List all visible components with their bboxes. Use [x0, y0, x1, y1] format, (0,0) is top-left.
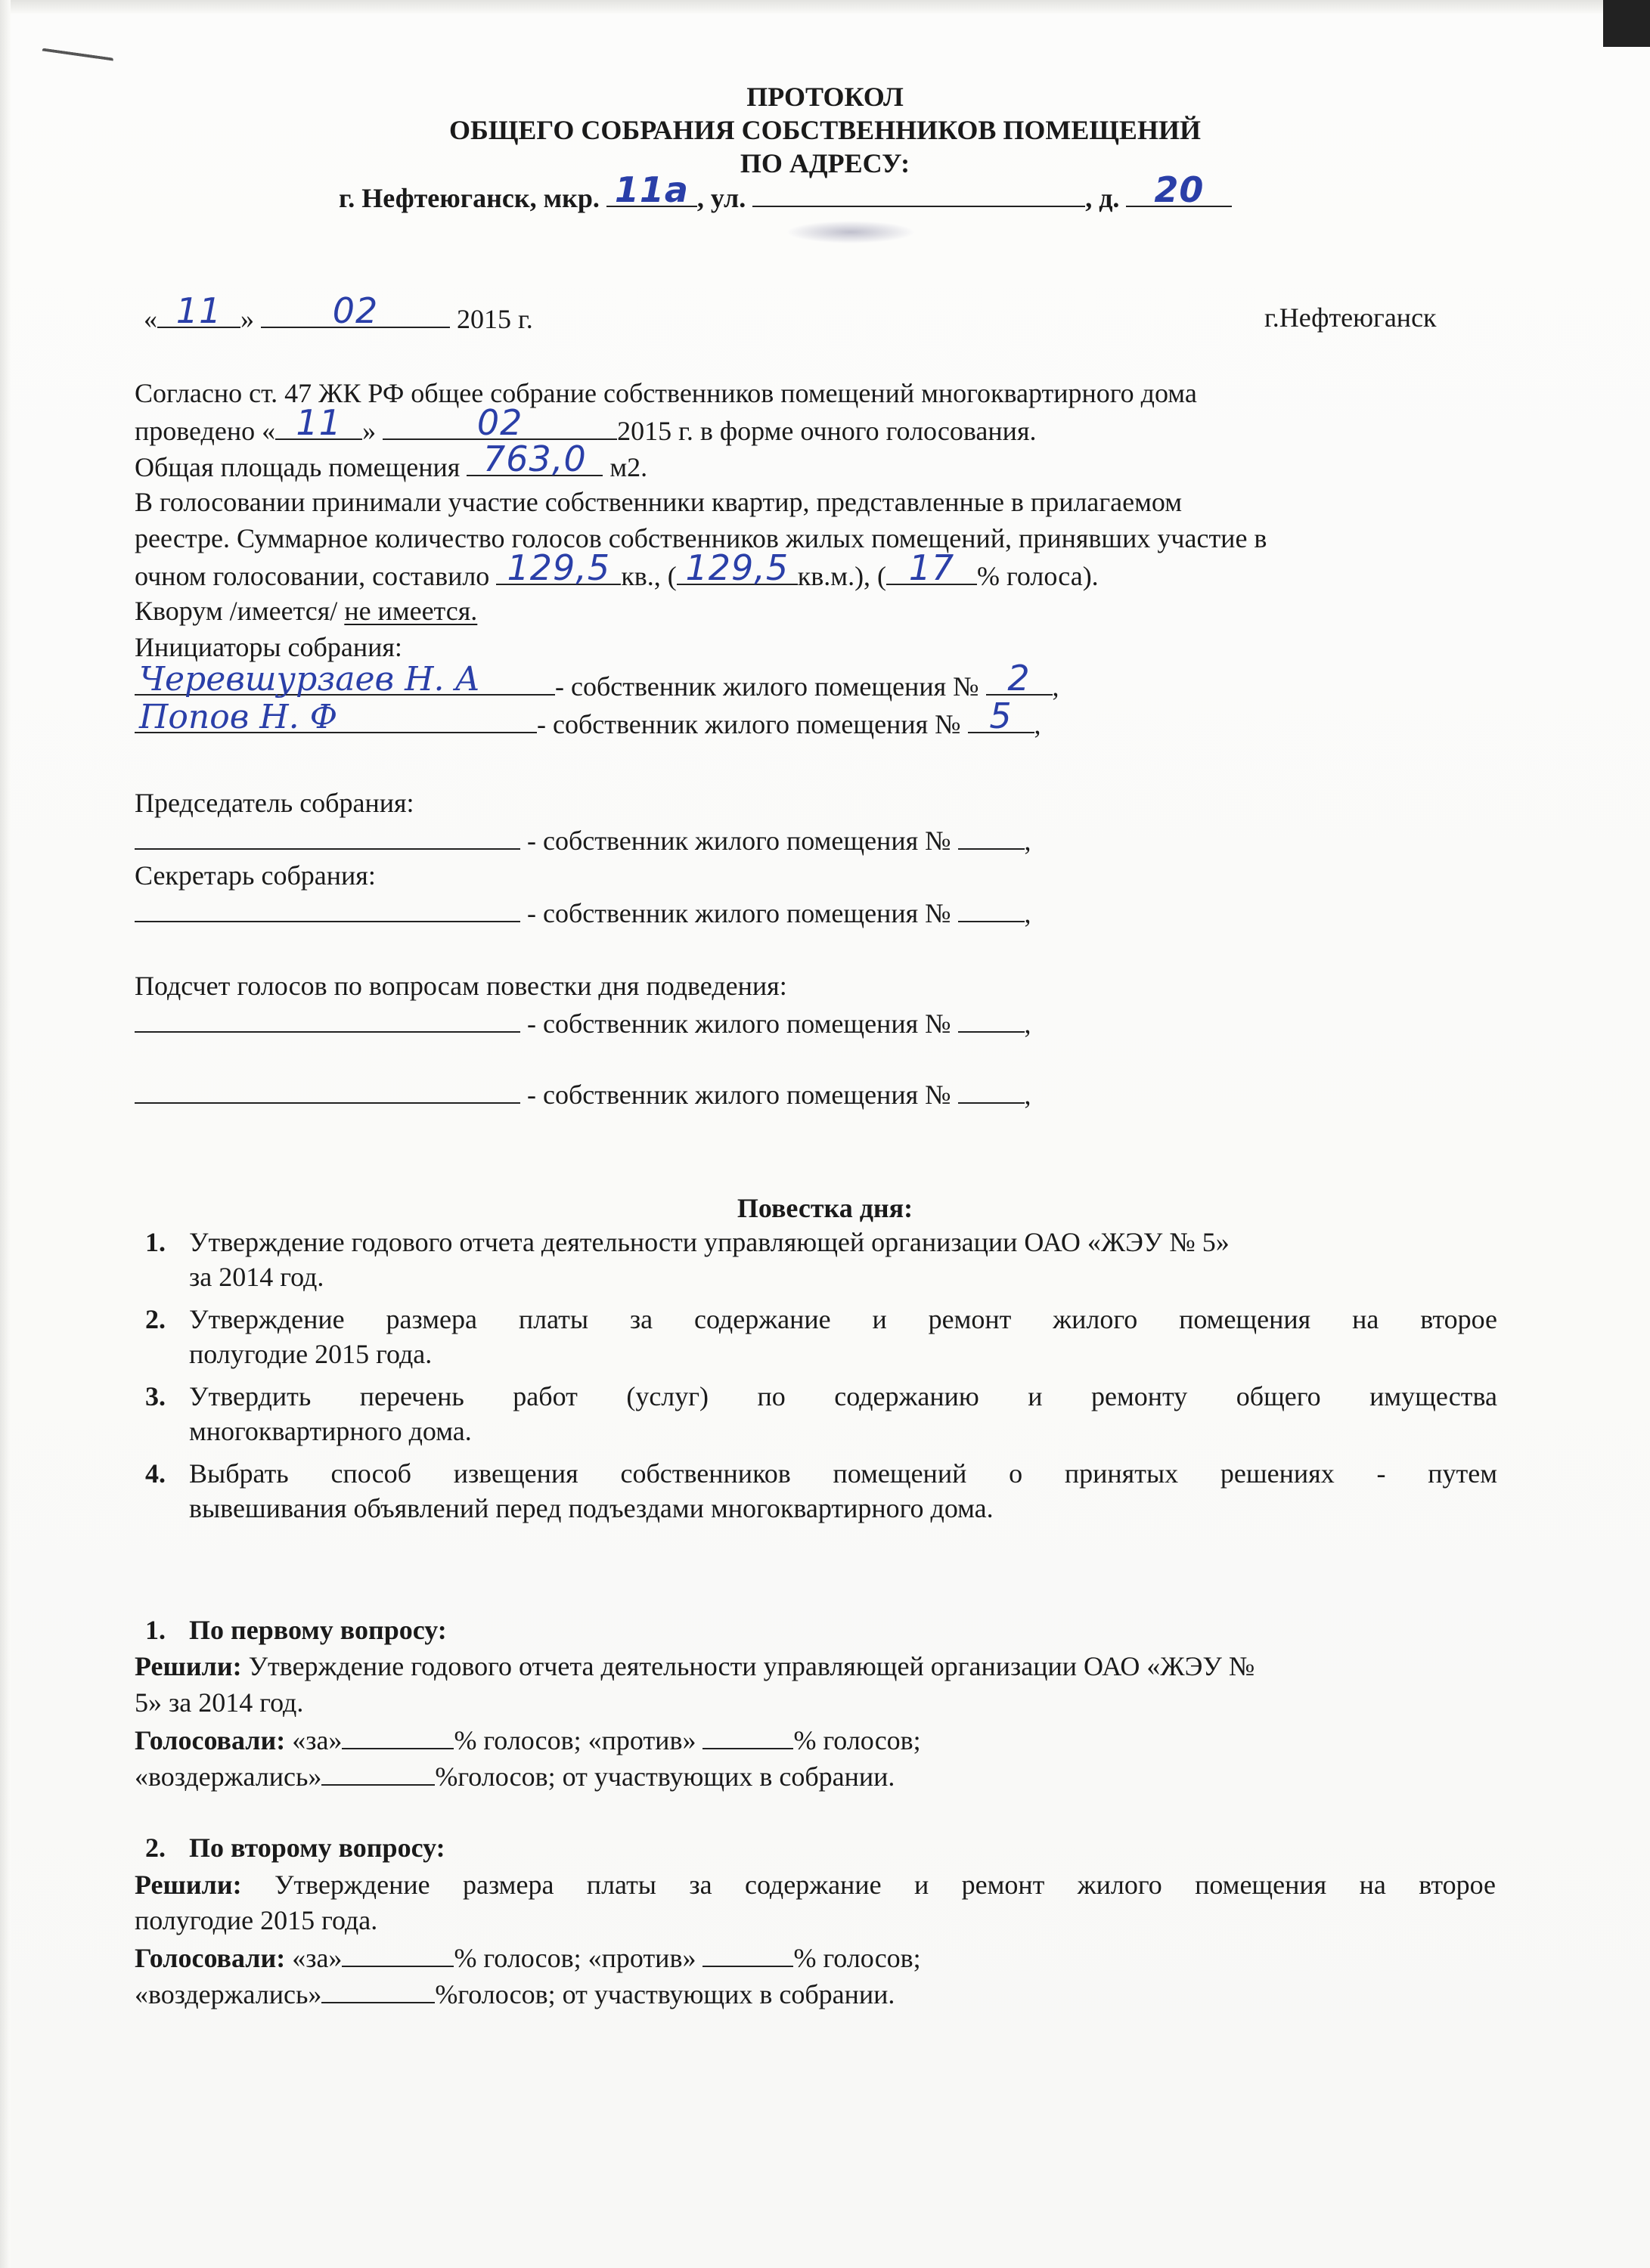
date-line: [144, 290, 533, 336]
agenda-title: Повестка дня:: [737, 1193, 913, 1223]
votes-kvm-handwritten: 129,5: [685, 547, 789, 588]
counting-owner-text-1: - собственник жилого помещения №: [527, 1009, 951, 1039]
initiators-label: Инициаторы собрания:: [135, 632, 402, 662]
question-1-abstain-suffix: %голосов; от участвующих в собрании.: [435, 1761, 895, 1792]
agenda-item-4-line-1: Выбрать способ извещения собственников помещений о принятых решениях - путем: [189, 1458, 1497, 1489]
initiator-apartment-field-1: [986, 658, 1053, 699]
question-2-voted-line: [135, 1940, 921, 1975]
votes-kv-field: [496, 547, 621, 588]
agenda-item-2: [145, 1302, 1497, 1371]
date-month-handwritten: 02: [332, 290, 379, 331]
address-line: [339, 169, 1232, 215]
held-month-field: [383, 402, 617, 443]
question-2-abstain-label: «воздержались»: [135, 1979, 322, 2009]
area-line: [135, 438, 648, 484]
question-1-abstain-field: [321, 1758, 435, 1786]
question-1-for-field: [342, 1722, 454, 1749]
secretary-row: - собственник жилого помещения № ,: [135, 895, 1031, 930]
question-2-abstain-suffix: %голосов; от участвующих в собрании.: [435, 1979, 895, 2009]
votes-percent-handwritten: 17: [908, 547, 955, 588]
area-handwritten: 763,0: [483, 438, 587, 479]
votes-percent-field: [886, 547, 977, 588]
question-2-for-field: [342, 1940, 454, 1967]
street-label: , ул.: [696, 183, 746, 213]
area-unit: м2.: [609, 452, 648, 482]
question-1-decided-line-2: 5» за 2014 год.: [135, 1687, 304, 1718]
intro-line-1: Согласно ст. 47 ЖК РФ общее собрание собственников помещений многоквартирного дома: [135, 378, 1197, 408]
question-1-against-suffix: % голосов;: [793, 1725, 921, 1755]
agenda-item-4: [145, 1456, 1497, 1526]
counting-apartment-field-1: [958, 1005, 1025, 1033]
question-1-abstain-label: «воздержались»: [135, 1761, 322, 1792]
scan-edge-top: [0, 0, 1650, 14]
held-mid: »: [362, 416, 377, 446]
chairman-owner-text: - собственник жилого помещения №: [527, 826, 951, 856]
held-day-handwritten: 11: [296, 402, 342, 443]
percent-label: % голоса).: [977, 561, 1099, 591]
date-city: г.Нефтеюганск: [1264, 302, 1437, 333]
secretary-label: Секретарь собрания:: [135, 860, 376, 891]
counting-label: Подсчет голосов по вопросам повестки дня подведения:: [135, 971, 787, 1001]
voting-line-3-prefix: очном голосовании, составило: [135, 561, 490, 591]
kvm-label: кв.м.), (: [797, 561, 887, 591]
initiator-name-1-handwritten: Черевшурзаев Н. А: [139, 660, 480, 699]
question-2-abstain-line: [135, 1976, 895, 2011]
question-1-against-label: % голосов; «против»: [454, 1725, 703, 1755]
question-1-voted-label: Голосовали:: [135, 1725, 286, 1755]
question-2-decided-line-2: полугодие 2015 года.: [135, 1905, 378, 1935]
chairman-label: Председатель собрания:: [135, 788, 414, 818]
agenda-item-1-line-1: Утверждение годового отчета деятельности управляющей организации ОАО «ЖЭУ № 5»: [189, 1227, 1230, 1257]
votes-kvm-field: [677, 547, 798, 588]
held-suffix: 2015 г. в форме очного голосования.: [617, 416, 1037, 446]
question-1-against-field: [702, 1722, 793, 1749]
chairman-apartment-field: [958, 823, 1025, 850]
date-day-handwritten: 11: [175, 290, 222, 331]
district-handwritten: 11а: [614, 169, 689, 210]
counting-row-2: - собственник жилого помещения № ,: [135, 1077, 1031, 1111]
scan-edge-left: [0, 0, 11, 2268]
kv-label: кв., (: [621, 561, 677, 591]
agenda-item-3-number: 3.: [145, 1381, 166, 1411]
question-1-decided-label: Решили:: [135, 1651, 242, 1681]
quorum-prefix: Кворум /имеется/: [135, 596, 338, 626]
question-1-decided-text: Утверждение годового отчета деятельности управляющей организации ОАО «ЖЭУ №: [241, 1651, 1255, 1681]
question-1-for-label: «за»: [285, 1725, 343, 1755]
counting-name-field-2: [135, 1077, 520, 1104]
held-day-field: [275, 402, 362, 443]
document-title: ПРОТОКОЛ: [746, 82, 904, 112]
question-1-voted-line: [135, 1722, 921, 1757]
area-label: Общая площадь помещения: [135, 452, 461, 482]
voting-line-3: [135, 547, 1099, 593]
agenda-item-3-line-1: Утвердить перечень работ (услуг) по содержанию и ремонту общего имущества: [189, 1381, 1497, 1411]
ink-smudge: [786, 221, 915, 243]
agenda-item-1: [145, 1225, 1497, 1294]
question-2-against-label: % голосов; «против»: [454, 1943, 703, 1973]
question-2-decided-label: Решили:: [135, 1870, 242, 1900]
initiator-apartment-1-handwritten: 2: [1007, 658, 1031, 699]
question-2-decided-text: Утверждение размера платы за содержание и ремонт жилого помещения на второе: [241, 1870, 1496, 1900]
question-2-title: По второму вопросу:: [189, 1833, 445, 1863]
date-open-quote: «: [144, 304, 157, 334]
initiator-apartment-2-handwritten: 5: [989, 696, 1013, 736]
agenda-item-3: [145, 1379, 1497, 1448]
initiator-row-2: Попов Н. Ф - собственник жилого помещения № 5 ,: [135, 706, 1041, 741]
initiator-apartment-field-2: [968, 696, 1034, 736]
question-2-abstain-field: [321, 1976, 435, 2003]
question-2-decided-line-1: [135, 1867, 1496, 1902]
secretary-name-field: [135, 895, 520, 922]
question-2-against-suffix: % голосов;: [793, 1943, 921, 1973]
district-field: [606, 169, 697, 210]
initiator-owner-text-2: - собственник жилого помещения №: [537, 709, 961, 739]
secretary-owner-text: - собственник жилого помещения №: [527, 898, 951, 928]
agenda-item-2-line-1: Утверждение размера платы за содержание и ремонт жилого помещения на второе: [189, 1304, 1497, 1334]
secretary-apartment-field: [958, 895, 1025, 922]
document-subtitle: ОБЩЕГО СОБРАНИЯ СОБСТВЕННИКОВ ПОМЕЩЕНИЙ: [449, 115, 1201, 145]
house-handwritten: 20: [1154, 169, 1205, 210]
counting-apartment-field-2: [958, 1077, 1025, 1104]
date-day-field: [157, 290, 240, 331]
agenda-item-3-line-2: многоквартирного дома.: [189, 1416, 472, 1446]
date-year: 2015 г.: [457, 304, 533, 334]
initiator-name-2-handwritten: Попов Н. Ф: [139, 698, 338, 736]
agenda-item-2-line-2: полугодие 2015 года.: [189, 1339, 433, 1369]
agenda-item-2-number: 2.: [145, 1304, 166, 1334]
question-1-number: 1.: [145, 1615, 166, 1645]
counting-owner-text-2: - собственник жилого помещения №: [527, 1080, 951, 1110]
question-1-abstain-line: [135, 1758, 895, 1793]
held-month-handwritten: 02: [476, 402, 523, 443]
house-field: [1126, 169, 1232, 210]
scan-corner-mark: [1603, 0, 1650, 47]
agenda-item-1-line-2: за 2014 год.: [189, 1262, 324, 1292]
agenda-item-1-number: 1.: [145, 1227, 166, 1257]
held-prefix: проведено «: [135, 416, 276, 446]
chairman-name-field: [135, 823, 520, 850]
address-label: ПО АДРЕСУ:: [740, 148, 910, 178]
counting-row-1: - собственник жилого помещения № ,: [135, 1005, 1031, 1040]
pen-scratch-mark: [42, 48, 113, 65]
counting-name-field-1: [135, 1005, 520, 1033]
question-2-for-label: «за»: [285, 1943, 343, 1973]
chairman-row: - собственник жилого помещения № ,: [135, 823, 1031, 857]
question-2-against-field: [702, 1940, 793, 1967]
initiator-name-field-1: [135, 660, 555, 699]
question-2-number: 2.: [145, 1833, 166, 1863]
voting-line-1: В голосовании принимали участие собственники квартир, представленные в прилагаемом: [135, 487, 1182, 517]
house-label: , д.: [1085, 183, 1120, 213]
date-close-quote: »: [240, 304, 254, 334]
votes-kv-handwritten: 129,5: [507, 547, 611, 588]
initiator-owner-text-1: - собственник жилого помещения №: [555, 671, 979, 702]
quorum-value: не имеется.: [344, 596, 478, 626]
question-1-title: По первому вопросу:: [189, 1615, 447, 1645]
question-2-voted-label: Голосовали:: [135, 1943, 286, 1973]
agenda-item-4-line-2: вывешивания объявлений перед подъездами многоквартирного дома.: [189, 1493, 994, 1523]
street-field: [752, 180, 1085, 207]
initiator-name-field-2: [135, 698, 537, 736]
voting-line-2: реестре. Суммарное количество голосов собственников жилых помещений, принявших участие в: [135, 523, 1267, 553]
agenda-item-4-number: 4.: [145, 1458, 166, 1489]
date-month-field: [261, 290, 450, 331]
area-field: [467, 438, 603, 479]
initiator-row-1: Черевшурзаев Н. А - собственник жилого помещения № 2 ,: [135, 668, 1059, 703]
quorum-line: [135, 594, 477, 627]
city-prefix: г. Нефтеюганск, мкр.: [339, 183, 600, 213]
question-1-decided-line-1: [135, 1650, 1255, 1683]
